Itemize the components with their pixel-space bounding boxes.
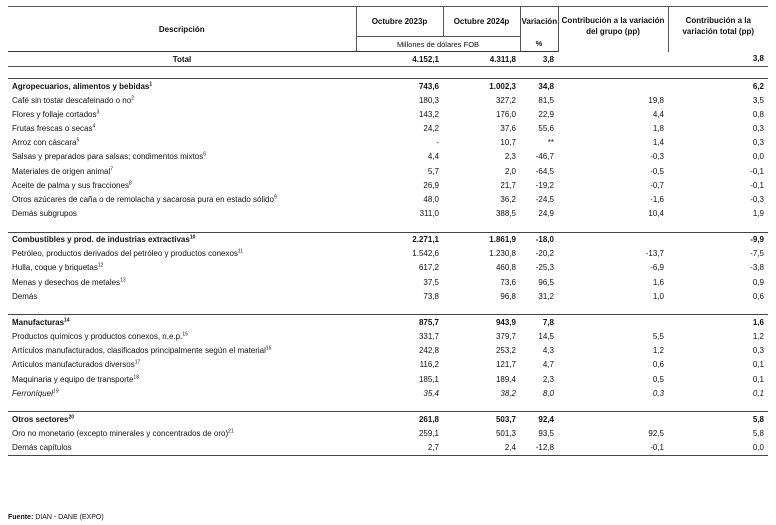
table-body [8,52,768,456]
group-label [8,315,356,330]
item-ct: 1,2 [752,332,764,342]
group-label [8,232,356,247]
source-text: DIAN - DANE (EXPO) [35,514,104,521]
source-label: Fuente: [8,514,34,521]
item-label-footnote: 11 [237,248,244,255]
item-oct2023: 35,4 [423,388,439,398]
group-label-text: Agropecuarios, alimentos y bebidas [12,81,150,91]
item-label-text: Ferroníquel [12,388,53,398]
item-oct2023: 116,2 [419,360,439,370]
item-cg: -13,7 [645,249,664,259]
group-oct2023: 743,6 [356,79,443,94]
item-label-footnote: 21 [228,428,234,435]
item-label [8,121,356,135]
table-row [8,93,768,107]
item-var: 93,5 [538,428,554,438]
item-var: -24,5 [535,194,554,204]
item-var: -20,2 [535,249,554,259]
header-variacion: Variación [520,7,558,37]
item-oct2023: 143,2 [418,109,439,119]
item-label-footnote: 9 [273,194,277,201]
item-var: -25,3 [535,263,554,273]
item-oct2023: 311,0 [419,209,439,219]
item-label-footnote: 15 [182,331,188,338]
export-table [8,6,768,456]
item-label-footnote: 5 [76,137,80,144]
item-cg: 92,5 [648,428,664,438]
item-oct2024: 37,6 [500,123,516,133]
item-var: ** [547,138,554,148]
item-oct2024: 189,4 [495,374,516,384]
source-note [8,514,104,521]
item-ct: 3,5 [752,95,764,105]
group-oct2024: 943,9 [443,315,520,330]
group-label [8,412,356,427]
group-label-footnote: 1 [149,80,153,87]
group-label [8,79,356,94]
header-oct2024: Octubre 2024p [443,7,520,37]
item-oct2023: 259,1 [418,428,439,438]
table-row [8,358,768,372]
item-oct2023: 185,1 [418,374,439,384]
item-ct: -0,3 [750,194,764,204]
item-ct: 0,6 [752,291,764,301]
item-label-footnote: 13 [120,277,126,283]
table-row [8,344,768,358]
item-label [8,329,356,343]
item-label [8,344,356,358]
item-oct2023: 37,5 [423,277,439,287]
item-var: -64,5 [535,166,554,176]
item-label-text: Menas y desechos de metales [12,277,121,287]
item-var: 55,6 [538,123,554,133]
item-ct: -0,1 [750,166,764,176]
item-oct2024: 38,2 [500,388,516,398]
table-row [8,207,768,221]
item-label-text: Oro no monetario (excepto minerales y concentrados de oro) [12,428,229,438]
item-label-text: Demás capítulos [12,443,72,453]
table-row [8,247,768,261]
item-label-text: Demás subgrupos [12,209,77,219]
item-label [8,164,356,178]
table-row [8,289,768,303]
item-label [8,275,356,289]
item-cg: -0,3 [650,152,664,162]
group-oct2023: 261,8 [356,412,443,427]
item-label-text: Arroz con cáscara [12,138,77,148]
item-label-text: Demás [12,291,38,301]
item-cg: 0,6 [652,360,664,370]
item-cg: 0,3 [652,388,664,398]
table-row [8,426,768,440]
item-ct: 1,9 [752,209,764,219]
item-oct2024: 96,8 [500,291,516,301]
group-var: 34,8 [520,79,558,94]
item-var: -12,8 [520,441,558,456]
item-oct2024: 2,0 [504,166,516,176]
group-ct: -9,9 [668,232,768,247]
item-oct2023: 24,2 [423,123,439,133]
item-var: 4,7 [542,360,554,370]
item-label [8,150,356,164]
group-cg [558,79,668,94]
header-contrib-grupo: Contribución a la variación del grupo (pp) [558,7,668,52]
item-oct2023: 1.542,6 [412,249,439,259]
item-var: 24,9 [538,209,554,219]
item-ct: 5,8 [752,428,764,438]
item-ct: -7,5 [750,249,764,259]
table-row [8,107,768,121]
table-row [8,275,768,289]
item-ct: 0,1 [752,374,764,384]
table-row [8,136,768,150]
item-cg: 5,5 [652,332,664,342]
group-oct2023: 875,7 [356,315,443,330]
item-oct2024: 10,7 [500,138,516,148]
item-label-text: Café sin tostar descafeinado o no [12,95,132,105]
item-label-text: Aceite de palma y sus fracciones [12,180,129,190]
item-label-footnote: 18 [133,373,139,380]
item-label-footnote: 16 [265,345,272,352]
item-label [8,289,356,303]
item-oct2024: 176,0 [495,109,516,119]
item-label [8,261,356,275]
header-pct: % [520,37,558,52]
item-cg: -0,1 [558,441,668,456]
header-descripcion: Descripción [8,7,356,52]
item-var: 31,2 [538,291,554,301]
group-ct: 5,8 [668,412,768,427]
table-row [8,178,768,192]
item-oct2024: 388,5 [495,209,516,219]
item-var: 8,0 [542,388,554,398]
group-var: 92,4 [520,412,558,427]
group-label-text: Manufacturas [12,317,65,327]
item-label-footnote: 19 [52,388,59,395]
item-oct2023: 331,7 [418,332,439,342]
item-label-footnote: 7 [110,165,114,172]
group-ct: 1,6 [668,315,768,330]
group-oct2024: 1.861,9 [443,232,520,247]
item-oct2024: 21,7 [500,180,516,190]
item-var: 2,3 [542,374,554,384]
item-label-text: Petróleo, productos derivados del petróleo y productos conexos [12,249,238,259]
item-oct2023: 73,8 [423,291,439,301]
item-label-text: Salsas y preparados para salsas; condimentos mixtos [12,152,204,162]
group-cg [558,232,668,247]
item-cg: -0,5 [650,166,664,176]
group-label-text: Combustibles y prod. de industrias extractivas [12,235,190,245]
item-label [8,107,356,121]
item-label-text: Otros azúcares de caña o de remolacha y sacarosa pura en estado sólido [12,194,274,204]
item-oct2023: 4,4 [427,152,439,162]
item-label [8,178,356,192]
total-row [8,52,768,67]
item-cg: 1,0 [652,291,664,301]
group-label-text: Otros sectores [12,414,69,424]
item-label-text: Frutas frescas o secas [12,123,93,133]
item-label [8,372,356,386]
item-cg: 0,5 [652,374,664,384]
item-oct2023: 617,2 [418,263,439,273]
group-row [8,232,768,247]
item-oct2024: 501,3 [495,428,516,438]
item-var: 22,9 [538,109,554,119]
item-ct: 0,9 [752,277,764,287]
item-label-footnote: 4 [92,123,96,130]
item-label-text: Hulla, coque y briquetas [12,263,98,273]
item-oct2024: 460,8 [495,263,516,273]
item-ct: 0,1 [752,360,764,370]
item-label [8,93,356,107]
header-oct2023: Octubre 2023p [356,7,443,37]
group-var: -18,0 [520,232,558,247]
item-label-footnote: 8 [128,180,132,187]
item-oct2024: 121,7 [495,360,516,370]
item-var: 14,5 [538,332,554,342]
item-ct: 0,3 [752,138,764,148]
table-row [8,329,768,343]
item-label-footnote: 12 [97,262,104,269]
total-oct2024: 4.311,8 [443,52,520,67]
item-cg: -6,9 [650,263,664,273]
total-var: 3,8 [520,52,558,67]
item-oct2024: 1.230,8 [489,249,516,259]
group-oct2024: 1.002,3 [443,79,520,94]
total-ct: 3,8 [668,52,768,67]
item-label-text: Flores y follaje cortados [12,109,97,119]
group-oct2023: 2.271,1 [356,232,443,247]
item-cg: -0,7 [650,180,664,190]
spacer-row [8,221,768,233]
item-var: -19,2 [535,180,554,190]
item-cg: 1,2 [652,346,664,356]
table-row [8,192,768,206]
item-cg: -1,6 [650,194,664,204]
spacer-row [8,67,768,79]
item-oct2024: 36,2 [500,194,516,204]
table-row [8,372,768,386]
group-oct2024: 503,7 [443,412,520,427]
item-oct2023: 26,9 [423,180,439,190]
total-cg [558,52,668,67]
item-label-text: Artículos manufacturados, clasificados principalmente según el material [12,346,266,356]
item-ct: 0,1 [752,388,764,398]
item-ct: -0,1 [750,180,764,190]
group-cg [558,315,668,330]
item-oct2023: 2,7 [356,441,443,456]
item-ct: 0,3 [752,123,764,133]
item-oct2023: 5,7 [427,166,439,176]
group-row [8,412,768,427]
group-ct: 6,2 [668,79,768,94]
item-oct2023: 242,8 [418,346,439,356]
total-label: Total [8,52,356,67]
item-label [8,441,356,456]
item-oct2024: 2,4 [443,441,520,456]
item-oct2024: 73,6 [500,277,516,287]
header-contrib-total: Contribución a la variación total (pp) [668,7,768,52]
item-var: 4,3 [542,346,554,356]
item-oct2024: 2,3 [504,152,516,162]
item-label-footnote: 3 [96,109,100,116]
spacer-row [8,303,768,315]
table-row [8,121,768,135]
item-cg: 4,4 [652,109,664,119]
group-var: 7,8 [520,315,558,330]
item-label [8,136,356,150]
item-oct2024: 327,2 [495,95,516,105]
table-row [8,386,768,400]
group-row [8,315,768,330]
item-label [8,386,356,400]
item-oct2023: - [436,138,439,148]
item-ct: -3,8 [750,263,764,273]
item-ct: 0,8 [752,109,764,119]
item-ct: 0,0 [668,441,768,456]
item-label [8,207,356,221]
table-row [8,261,768,275]
spacer-row [8,400,768,412]
item-cg: 1,6 [652,277,664,287]
item-cg: 19,8 [648,95,664,105]
item-label-text: Artículos manufacturados diversos [12,360,135,370]
item-label [8,426,356,440]
item-label-text: Maquinaria y equipo de transporte [12,374,134,384]
item-ct: 0,0 [752,152,764,162]
item-label [8,247,356,261]
item-cg: 10,4 [648,209,664,219]
item-label-footnote: 6 [203,151,206,158]
item-label-footnote: 17 [134,359,141,366]
item-ct: 0,3 [752,346,764,356]
item-var: 96,5 [538,277,554,287]
total-oct2023: 4.152,1 [356,52,443,67]
item-var: -46,7 [535,152,554,162]
group-label-footnote: 14 [64,317,70,324]
export-table-container [8,6,768,456]
item-label-text: Materiales de origen animal [12,166,111,176]
item-label-footnote: 2 [131,94,134,101]
group-cg [558,412,668,427]
item-oct2024: 379,7 [495,332,516,342]
item-label [8,358,356,372]
item-label [8,192,356,206]
header-unidades: Millones de dólares FOB [356,37,520,52]
table-row [8,441,768,456]
item-oct2023: 180,3 [418,95,439,105]
table-row [8,164,768,178]
item-var: 81,5 [538,95,554,105]
item-oct2024: 253,2 [495,346,516,356]
group-label-footnote: 20 [68,414,75,421]
table-row [8,150,768,164]
item-label-text: Productos químicos y productos conexos, n.e.p. [12,332,183,342]
item-cg: 1,8 [652,123,664,133]
item-oct2023: 48,0 [423,194,439,204]
group-row [8,79,768,94]
item-cg: 1,4 [652,138,664,148]
group-label-footnote: 10 [189,234,196,241]
